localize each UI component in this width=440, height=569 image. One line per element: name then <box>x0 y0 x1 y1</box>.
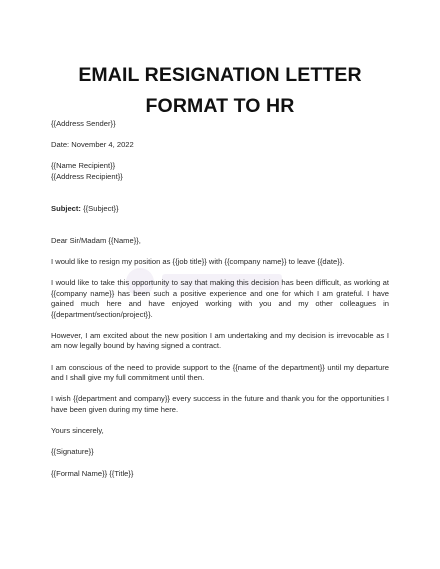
paragraph-5: I wish {{department and company}} every success in the future and thank you for the opportunities I have been given during my time here. <box>51 394 389 415</box>
letter-body <box>51 119 389 479</box>
subject-line <box>51 204 389 215</box>
paragraph-4: I am conscious of the need to provide support to the {{name of the department}} until my departure and I shall give my full commitment until then. <box>51 362 389 383</box>
closing: Yours sincerely, <box>51 426 104 436</box>
address-recipient: {{Address Recipient}} <box>51 171 123 181</box>
letter-date: Date: November 4, 2022 <box>51 140 134 150</box>
name-recipient: {{Name Recipient}} <box>51 161 116 171</box>
subject-label: Subject: <box>51 203 81 213</box>
paragraph-3: However, I am excited about the new position I am undertaking and my decision is irrevocable as I am now legally bound by having signed a contract. <box>51 330 389 351</box>
page-title: EMAIL RESIGNATION LETTER FORMAT TO HR <box>78 64 362 117</box>
salutation: Dear Sir/Madam {{Name}}, <box>51 235 141 245</box>
subject-value: {{Subject}} <box>80 203 119 213</box>
formal-name: {{Formal Name}} {{Title}} <box>51 468 134 478</box>
paragraph-1: I would like to resign my position as {{job title}} with {{company name}} to leave {{date}}. <box>51 256 345 266</box>
paragraph-2: I would like to take this opportunity to say that making this decision has been difficult, as working at {{company name}} has been such a positive experience and one for which I am grateful. I have gained much here and have enjoyed working with you and my other colleagues in {{department/section/project}}. <box>51 277 389 319</box>
signature: {{Signature}} <box>51 447 94 457</box>
address-sender: {{Address Sender}} <box>51 119 116 128</box>
